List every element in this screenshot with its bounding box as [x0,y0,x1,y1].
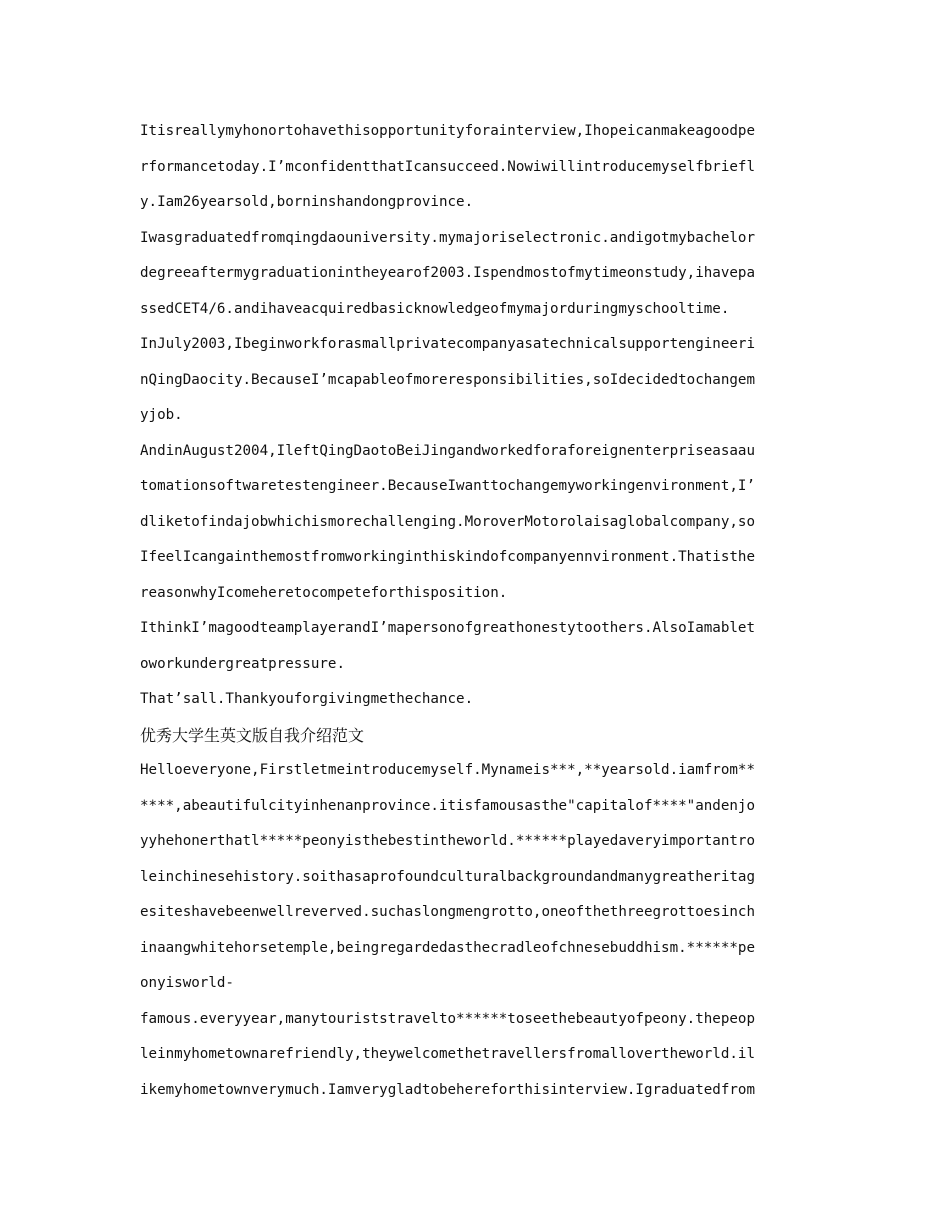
section-heading: 优秀大学生英文版自我介绍范文 [140,725,365,745]
text-line: AndinAugust2004,IleftQingDaotoBeiJingandworkedforaforeignenterpriseasaau [140,442,755,459]
text-line: yjob. [140,407,183,423]
text-line: Iwasgraduatedfromqingdaouniversity.mymajoriselectronic.andigotmybachelor [140,229,755,246]
text-line: esiteshavebeenwellreverved.suchaslongmengrotto,oneofthethreegrottoesinch [140,904,755,920]
text-line: dliketofindajobwhichismorechallenging.MoroverMotorolaisaglobalcompany,so [140,513,755,530]
text-line: oworkundergreatpressure. [140,655,345,672]
text-line: rformancetoday.I’mconfidentthatIcansucceed.Nowiwillintroducemyselfbriefl [140,158,755,175]
text-line: reasonwhyIcomeheretocompeteforthisposition. [140,584,508,601]
text-line: famous.everyyear,manytouriststravelto******toseethebeautyofpeony.thepeop [140,1010,755,1027]
document-page [140,114,814,1108]
text-line: onyisworld- [140,975,234,991]
text-line: leinchinesehistory.soithasaprofoundculturalbackgroundandmanygreatheritag [140,868,755,885]
text-line: y.Iam26yearsold,borninshandongprovince. [140,194,474,210]
text-line: IthinkI’magoodteamplayerandI’mapersonofgreathonestytoothers.AlsoIamablet [140,620,755,636]
text-line: ****,abeautifulcityinhenanprovince.itisfamousasthe"capitalof****"andenjo [140,797,755,814]
text-line: Itisreallymyhonortohavethisopportunityforainterview,Ihopeicanmakeagoodpe [140,123,755,139]
text-line: inaangwhitehorsetemple,beingregardedasthecradleofchnesebuddhism.******pe [140,939,755,956]
text-line: InJuly2003,Ibeginworkforasmallprivatecompanyasatechnicalsupportengineeri [140,336,755,352]
text-line: leinmyhometownarefriendly,theywelcomethetravellersfromallovertheworld.il [140,1046,755,1062]
text-line: nQingDaocity.BecauseI’mcapableofmoreresponsibilities,soIdecidedtochangem [140,371,755,388]
text-line: IfeelIcangainthemostfromworkinginthiskindofcompanyennvironment.Thatisthe [140,549,755,565]
text-line: Helloeveryone,Firstletmeintroducemyself.Mynameis***,**yearsold.iamfrom** [140,762,755,778]
text-line: That’sall.Thankyouforgivingmethechance. [140,691,474,707]
text-line: tomationsoftwaretestengineer.BecauseIwanttochangemyworkingenvironment,I’ [140,478,755,494]
text-line: degreeaftermygraduationintheyearof2003.Ispendmostofmytimeonstudy,ihavepa [140,265,755,281]
text-line: yyhehonerthatl*****peonyisthebestintheworld.******playedaveryimportantro [140,833,755,849]
text-line: ikemyhometownverymuch.Iamverygladtobehereforthisinterview.Igraduatedfrom [140,1081,755,1098]
text-line: ssedCET4/6.andihaveacquiredbasicknowledgeofmymajorduringmyschooltime. [140,300,730,317]
